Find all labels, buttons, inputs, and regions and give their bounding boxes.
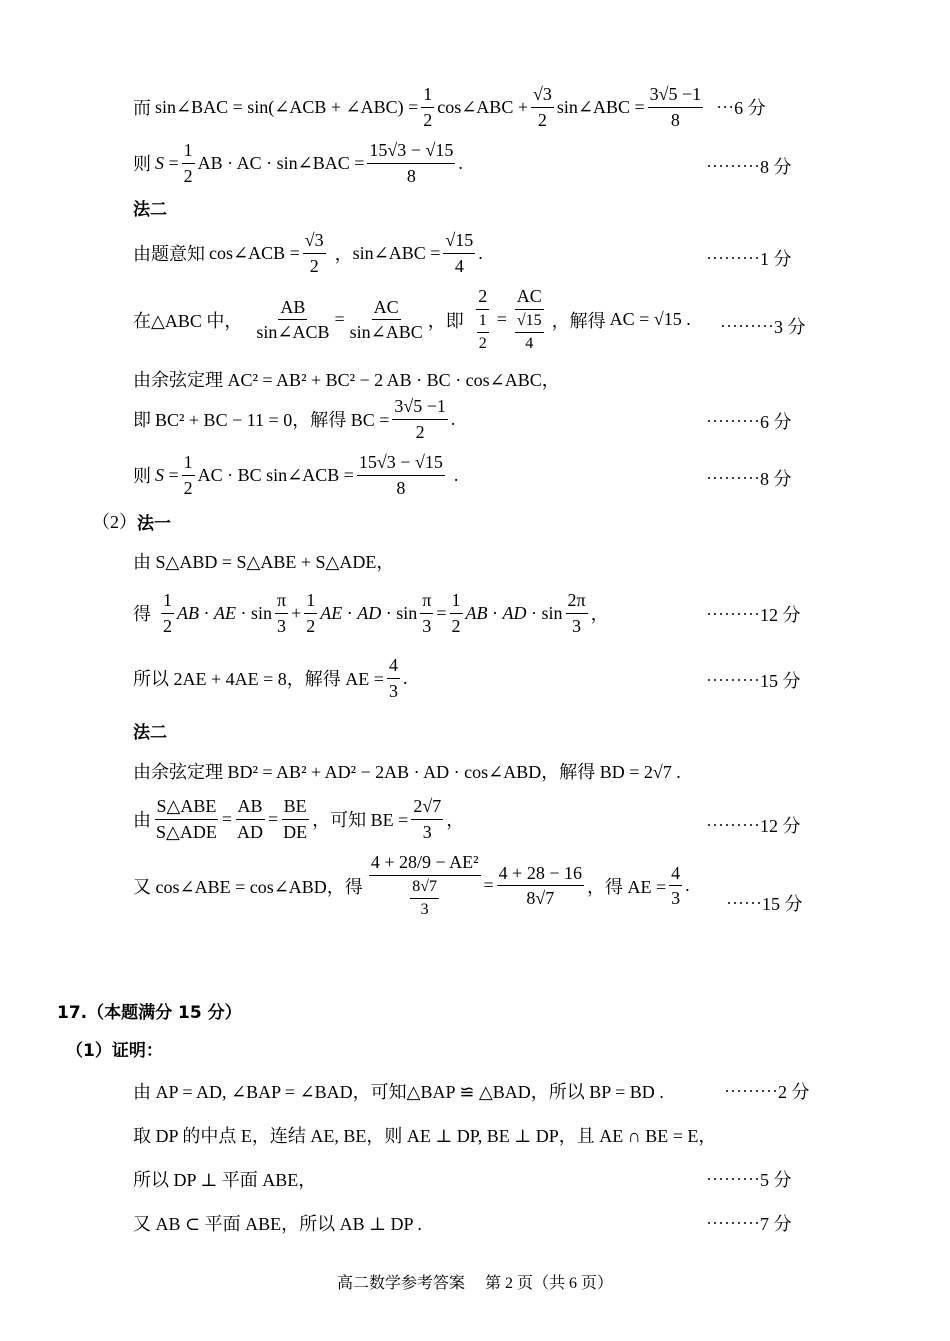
text: 而 bbox=[133, 98, 151, 119]
math: cos∠ACB = bbox=[209, 242, 300, 263]
method-title: 法一 bbox=[137, 513, 171, 534]
math: AC · BC sin∠ACB = bbox=[197, 464, 354, 485]
text: 由题意知 bbox=[133, 244, 205, 265]
score: ⋯⋯⋯8 分 bbox=[706, 469, 792, 489]
fraction: $\frac{15√3 - √15}{8}$ bbox=[369, 140, 454, 186]
text: 在△ABC 中， bbox=[133, 310, 243, 331]
text: 得 bbox=[133, 604, 151, 625]
fraction: $\frac{4}{3}$ bbox=[671, 862, 681, 909]
fraction: $\frac{\pi}{3}$ bbox=[277, 590, 287, 636]
line-6: 即 BC² + BC − 11 = 0，解得 BC = $\frac{3√5 -1}{2}$ . bbox=[133, 396, 456, 442]
math: BC² + BC − 11 = 0，解得 BC = bbox=[155, 410, 390, 431]
score: ⋯⋯⋯6 分 bbox=[706, 412, 792, 432]
text: 即 bbox=[445, 310, 464, 331]
text: 解得 bbox=[569, 310, 606, 331]
line-7: 则 S = $\frac{1}{2}$ AC · BC sin∠ACB = $\frac{15√3 - √15}{8}$ . bbox=[133, 452, 459, 498]
score: ⋯⋯⋯1 分 bbox=[706, 249, 792, 269]
score: ⋯⋯⋯5 分 bbox=[706, 1170, 792, 1190]
math: sin∠BAC = sin(∠ACB + ∠ABC) = bbox=[155, 96, 419, 117]
fraction: $\frac{1}{2}$ bbox=[451, 590, 461, 636]
fraction: $\frac{4}{3}$ bbox=[388, 655, 398, 701]
math: cos∠ABC + bbox=[437, 96, 528, 117]
text: 则 bbox=[133, 154, 151, 175]
text: 即 bbox=[133, 410, 151, 431]
method-title: 法二 bbox=[133, 723, 167, 743]
question-title: 17.（本题满分 15 分） bbox=[57, 1003, 242, 1023]
line-15: 取 DP 的中点 E，连结 AE, BE，则 AE ⊥ DP, BE ⊥ DP，且 AE ∩ BE = E， bbox=[133, 1126, 717, 1146]
fraction: $\frac{\text{4 + 28/9 − AE²}}{\frac{8√7}{3}}$ bbox=[370, 852, 479, 919]
fraction: $\frac{AC}{\frac{√15}{4}}$ bbox=[516, 286, 542, 353]
fraction: $\frac{1}{2}$ bbox=[183, 452, 193, 498]
page-footer: 高二数学参考答案 第 2 页（共 6 页） bbox=[336, 1275, 613, 1292]
fraction: $\frac{3√5 -1}{2}$ bbox=[394, 396, 446, 442]
method-title: 法二 bbox=[133, 200, 167, 220]
score: ⋯⋯⋯2 分 bbox=[724, 1082, 810, 1102]
line-3: 由题意知 cos∠ACB = $\frac{√3}{2}$ ， sin∠ABC = $\frac{√15}{4}$ . bbox=[133, 230, 483, 276]
line-5: 由余弦定理 AC² = AB² + BC² − 2 AB · BC · cos∠ABC， bbox=[133, 370, 560, 390]
math: AC = √15 . bbox=[609, 309, 691, 330]
line-9: 得 $\frac{1}{2}$ AB · AE · sin $\frac{\pi}{3}$ + $\frac{1}{2}$ AE · AD · sin $\frac{\pi}{3}$ = $\frac{1}{2}$ AB · AD · sin $\frac{2\pi}{3}$ ， bbox=[133, 590, 609, 636]
fraction: $\frac{1}{2}$ bbox=[163, 590, 172, 636]
math: 所以 2AE + 4AE = 8，解得 AE = bbox=[133, 669, 384, 690]
score: ⋯⋯15 分 bbox=[726, 894, 803, 914]
fraction: $\frac{AB}{\text{sin∠ACB}}$ bbox=[256, 296, 330, 343]
math: sin∠ABC = bbox=[556, 96, 645, 117]
fraction: $\frac{2\pi}{3}$ bbox=[567, 590, 586, 636]
math: sin∠ABC = bbox=[352, 242, 441, 263]
score: ⋯⋯⋯7 分 bbox=[706, 1214, 792, 1234]
fraction: $\frac{2}{\frac{1}{2}}$ bbox=[478, 286, 488, 353]
fraction: $\frac{2√7}{3}$ bbox=[413, 796, 442, 842]
line-10: 所以 2AE + 4AE = 8，解得 AE = $\frac{4}{3}$ . bbox=[133, 655, 408, 701]
text: 由 bbox=[133, 810, 151, 831]
fraction: $\frac{1}{2}$ bbox=[183, 140, 193, 186]
line-11: 由余弦定理 BD² = AB² + AD² − 2AB · AD · cos∠ABD，解得 BD = 2√7 . bbox=[133, 762, 681, 782]
fraction: $\frac{√3}{2}$ bbox=[532, 84, 552, 130]
fraction: $\frac{1}{2}$ bbox=[306, 590, 316, 636]
line-8: 由 S△ABD = S△ABE + S△ADE， bbox=[133, 552, 395, 572]
fraction: $\frac{AC}{\text{sin∠ABC}}$ bbox=[349, 296, 423, 343]
score: ⋯⋯⋯12 分 bbox=[706, 605, 801, 625]
fraction: $\frac{4 + 28 - 16}{8√7}$ bbox=[498, 862, 582, 909]
fraction: $\frac{AB}{AD}$ bbox=[237, 796, 264, 842]
text: 则 bbox=[133, 466, 151, 487]
math: 得 AE = bbox=[604, 876, 667, 897]
score: ⋯⋯⋯12 分 bbox=[706, 816, 801, 836]
fraction: $\frac{\pi}{3}$ bbox=[422, 590, 432, 636]
line-13: 又 cos∠ABE = cos∠ABD，得 $\frac{\text{4 + 28/9 − AE²}}{\frac{8√7}{3}}$ = $\frac{4 + 28 - 16}{8√7}$ ， 得 AE = $\frac{4}{3}$ . bbox=[133, 852, 690, 919]
score: ⋯⋯⋯3 分 bbox=[720, 317, 806, 337]
score: ⋯⋯⋯8 分 bbox=[706, 157, 792, 177]
fraction: $\frac{1}{2}$ bbox=[423, 84, 433, 130]
fraction: $\frac{3√5 -1}{8}$ bbox=[649, 84, 702, 130]
line-14: 由 AP = AD, ∠BAP = ∠BAD，可知△BAP ≌ △BAD，所以 BP = BD . bbox=[133, 1082, 664, 1102]
fraction: $\frac{\text{S△ABE}}{\text{S△ADE}}$ bbox=[156, 796, 217, 842]
fraction: $\frac{√15}{4}$ bbox=[445, 230, 474, 276]
math: AB · AC · sin∠BAC = bbox=[197, 152, 365, 173]
line-1 bbox=[133, 84, 766, 130]
part-2-header bbox=[92, 508, 171, 534]
line-17: 又 AB ⊂ 平面 ABE，所以 AB ⊥ DP . bbox=[133, 1214, 422, 1234]
line-4: 在△ABC 中， $\frac{AB}{\text{sin∠ACB}}$ = $\frac{AC}{\text{sin∠ABC}}$ ， 即 $\frac{2}{\frac{1}{2}}$ = $\frac{AC}{\frac{√15}{4}}$ ， 解得 AC = √15 . bbox=[133, 286, 691, 353]
fraction: $\frac{√3}{2}$ bbox=[304, 230, 324, 276]
math: 又 cos∠ABE = cos∠ABD，得 bbox=[133, 876, 363, 897]
score: ⋯⋯⋯15 分 bbox=[706, 671, 801, 691]
text: （2） bbox=[92, 512, 137, 532]
part-title: （1）证明： bbox=[66, 1041, 163, 1061]
fraction: $\frac{BE}{DE}$ bbox=[283, 796, 308, 842]
line-2: 则 S = $\frac{1}{2}$ AB · AC · sin∠BAC = $\frac{15√3 - √15}{8}$ . bbox=[133, 140, 463, 186]
line-12: 由 $\frac{\text{S△ABE}}{\text{S△ADE}}$ = $\frac{AB}{AD}$ = $\frac{BE}{DE}$ ， 可知 BE = $\frac{2√7}{3}$ ， bbox=[133, 796, 465, 842]
fraction: $\frac{15√3 - √15}{8}$ bbox=[358, 452, 443, 498]
line-16: 所以 DP ⊥ 平面 ABE， bbox=[133, 1170, 317, 1190]
score: ⋯6 分 bbox=[716, 98, 766, 119]
math: 可知 BE = bbox=[330, 810, 409, 831]
